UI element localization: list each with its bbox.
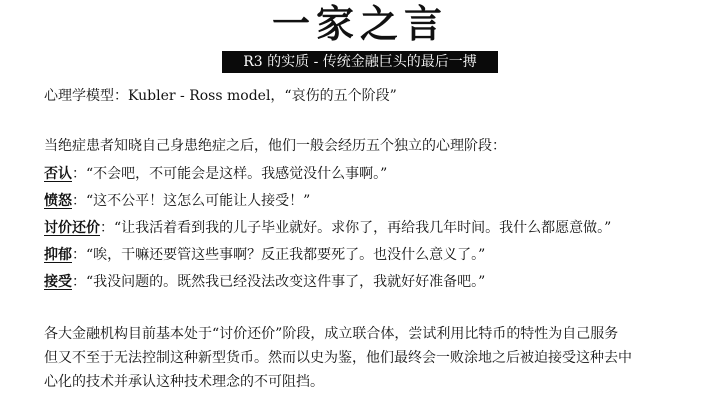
conclusion-paragraph <box>44 322 689 394</box>
stage-acceptance <box>44 272 485 292</box>
stage-bargaining <box>44 218 611 238</box>
conclusion-line: 但又不至于无法控制这种新型货币。然而以史为鉴，他们最终会一败涂地之后被迫接受这种去中 <box>44 350 632 366</box>
stage-denial <box>44 164 387 184</box>
stage-quote: ：“不会吧，不可能会是这样。我感觉没什么事啊。” <box>72 166 388 182</box>
stage-label: 抑郁 <box>44 247 72 263</box>
stage-quote: ：“让我活着看到我的儿子毕业就好。求你了，再给我几年时间。我什么都愿意做。” <box>100 220 612 236</box>
conclusion-line: 各大金融机构目前基本处于“讨价还价”阶段，成立联合体，尝试利用比特币的特性为自己服务 <box>44 326 619 342</box>
subtitle-text: R3 的实质 - 传统金融巨头的最后一搏 <box>243 54 477 70</box>
model-line: 心理学模型：Kubler - Ross model，“哀伤的五个阶段” <box>44 88 397 104</box>
stage-label: 接受 <box>44 274 72 290</box>
intro-line: 当绝症患者知晓自己身患绝症之后，他们一般会经历五个独立的心理阶段： <box>44 138 506 154</box>
stage-quote: ：“这不公平！这怎么可能让人接受！” <box>72 193 311 209</box>
conclusion-line: 心化的技术并承认这种技术理念的不可阻挡。 <box>44 374 324 390</box>
stage-anger <box>44 191 310 211</box>
page-title: 一家之言 <box>271 1 448 46</box>
stage-label: 愤怒 <box>44 193 72 209</box>
stage-depression <box>44 245 485 265</box>
subtitle-banner <box>222 51 498 73</box>
stage-label: 否认 <box>44 166 72 182</box>
stage-quote: ：“唉，干嘛还要管这些事啊？反正我都要死了。也没什么意义了。” <box>72 247 486 263</box>
stage-quote: ：“我没问题的。既然我已经没法改变这件事了，我就好好准备吧。” <box>72 274 486 290</box>
stage-label: 讨价还价 <box>44 220 100 236</box>
